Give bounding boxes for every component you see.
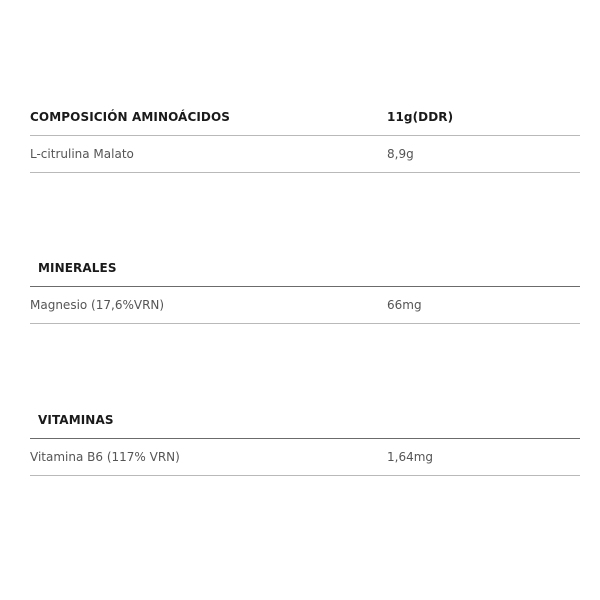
aminoacids-table xyxy=(30,99,580,173)
vitamins-table xyxy=(30,402,580,476)
nutrient-name: Vitamina B6 (117% VRN) xyxy=(30,450,180,464)
minerals-title: MINERALES xyxy=(38,261,117,275)
nutrient-name: Magnesio (17,6%VRN) xyxy=(30,298,165,312)
aminoacids-header-row xyxy=(30,99,580,135)
table-row xyxy=(30,136,580,172)
minerals-table xyxy=(30,250,580,324)
vitamins-title: VITAMINAS xyxy=(38,413,114,427)
table-row xyxy=(30,287,580,323)
row-divider xyxy=(30,172,580,173)
row-divider xyxy=(30,475,580,476)
nutrient-amount: 1,64mg xyxy=(387,450,434,464)
aminoacids-title: COMPOSICIÓN AMINOÁCIDOS xyxy=(30,110,231,124)
table-row xyxy=(30,439,580,475)
vitamins-header-row xyxy=(30,402,580,438)
aminoacids-value-header: 11g(DDR) xyxy=(387,110,454,124)
row-divider xyxy=(30,323,580,324)
nutrient-amount: 8,9g xyxy=(387,147,414,161)
nutrient-amount: 66mg xyxy=(387,298,422,312)
minerals-header-row xyxy=(30,250,580,286)
nutrient-name: L-citrulina Malato xyxy=(30,147,134,161)
